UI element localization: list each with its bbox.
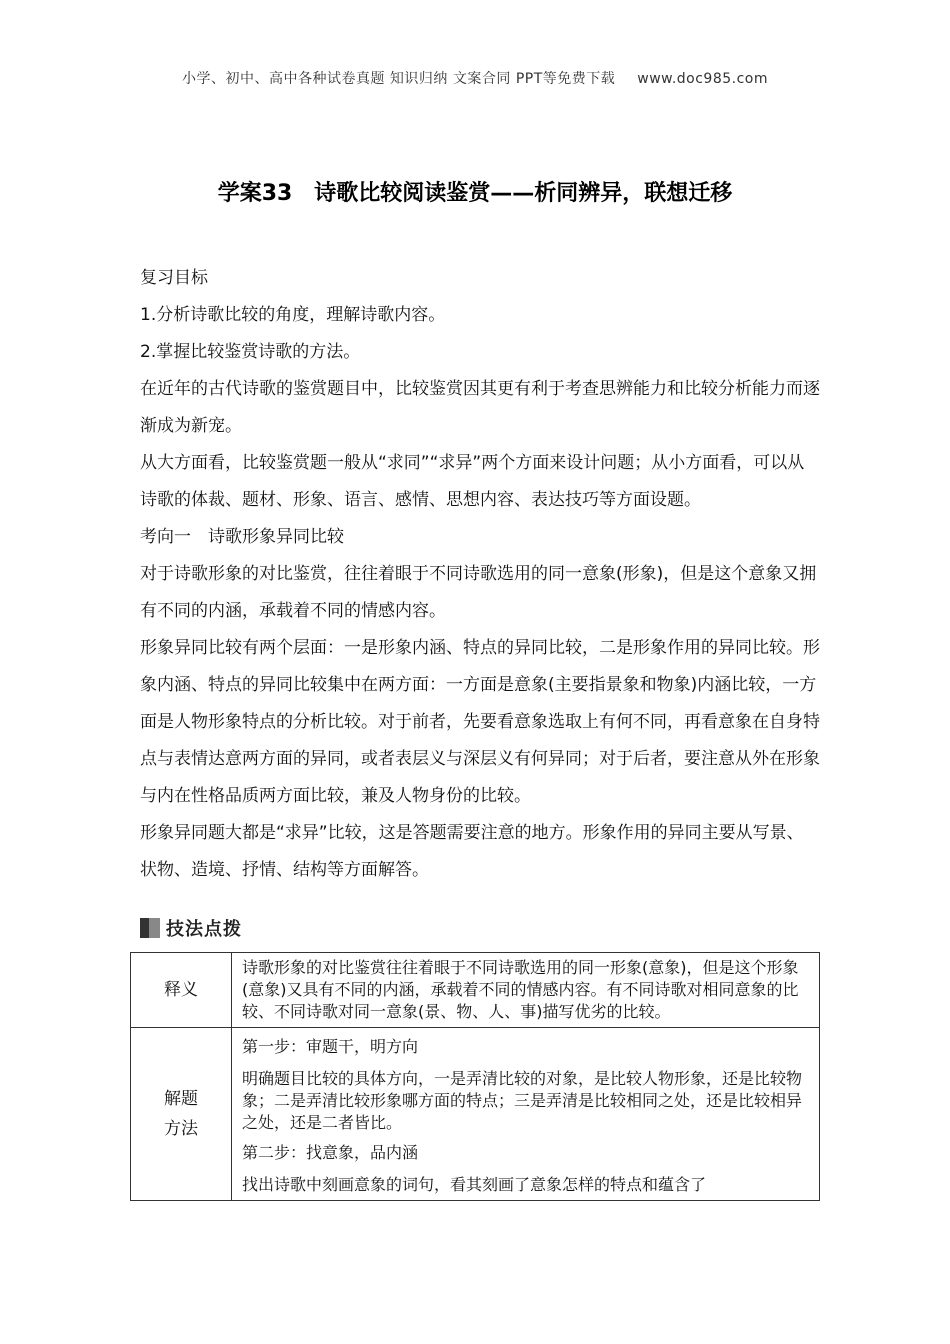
goal-item-1: 1.分析诗歌比较的角度，理解诗歌内容。 [140, 305, 446, 325]
header-site[interactable]: www.doc985.com [637, 71, 769, 87]
row-body-definition: 诗歌形象的对比鉴赏往往着眼于不同诗歌选用的同一形象(意象)，但是这个形象(意象)又具有不同的内涵，承载着不同的情感内容。有不同诗歌对相同意象的比较、不同诗歌对同一意象(景、物、人、事)描写优劣的比较。 [232, 953, 820, 1028]
section-heading [140, 916, 242, 940]
goal-item-2: 2.掌握比较鉴赏诗歌的方法。 [140, 342, 361, 362]
body-paragraph-1: 对于诗歌形象的对比鉴赏，往往着眼于不同诗歌选用的同一意象(形象)，但是这个意象又拥有不同的内涵，承载着不同的情感内容。 [140, 564, 817, 621]
page-header [0, 68, 950, 88]
table-row [131, 1028, 820, 1201]
table-row [131, 953, 820, 1028]
intro-paragraph-2: 从大方面看，比较鉴赏题一般从“求同”“求异”两个方面来设计问题；从小方面看，可以从诗歌的体裁、题材、形象、语言、感情、思想内容、表达技巧等方面设题。 [140, 453, 805, 510]
step-2-title: 第二步：找意象，品内涵 [242, 1143, 419, 1162]
row-body-method [232, 1028, 820, 1201]
intro-paragraph-1: 在近年的古代诗歌的鉴赏题目中，比较鉴赏因其更有利于考查思辨能力和比较分析能力而逐渐成为新宠。 [140, 379, 820, 436]
step-1-title: 第一步：审题干，明方向 [242, 1037, 419, 1056]
header-tagline: 小学、初中、高中各种试卷真题 知识归纳 文案合同 PPT等免费下载 [181, 71, 616, 87]
goal-heading: 复习目标 [140, 268, 208, 288]
section-label: 技法点拨 [166, 919, 242, 940]
step-1-desc: 明确题目比较的具体方向，一是弄清比较的对象，是比较人物形象，还是比较物象；二是弄清比较形象哪方面的特点；三是弄清是比较相同之处，还是比较相异之处，还是二者皆比。 [242, 1069, 803, 1132]
page-title: 学案33 诗歌比较阅读鉴赏——析同辨异，联想迁移 [217, 181, 733, 206]
direction-heading: 考向一 诗歌形象异同比较 [140, 527, 344, 547]
section-marker-icon [140, 918, 160, 938]
body-paragraph-2: 形象异同比较有两个层面：一是形象内涵、特点的异同比较，二是形象作用的异同比较。形象内涵、特点的异同比较集中在两方面：一方面是意象(主要指景象和物象)内涵比较，一方面是人物形象特点的分析比较。对于前者，先要看意象选取上有何不同，再看意象在自身特点与表情达意两方面的异同，或者表层义与深层义有何异同；对于后者，要注意从外在形象与内在性格品质两方面比较，兼及人物身份的比较。 [140, 638, 820, 806]
row-head-method-line1: 解题 [164, 1089, 198, 1109]
row-head-method-line2: 方法 [164, 1119, 198, 1139]
step-2-desc: 找出诗歌中刻画意象的词句，看其刻画了意象怎样的特点和蕴含了 [242, 1175, 707, 1194]
body-paragraph-3: 形象异同题大都是“求异”比较，这是答题需要注意的地方。形象作用的异同主要从写景、状物、造境、抒情、结构等方面解答。 [140, 823, 804, 880]
main-content [140, 260, 820, 889]
method-table [130, 952, 820, 1201]
row-head-definition: 释义 [131, 953, 232, 1028]
row-head-method [131, 1028, 232, 1201]
